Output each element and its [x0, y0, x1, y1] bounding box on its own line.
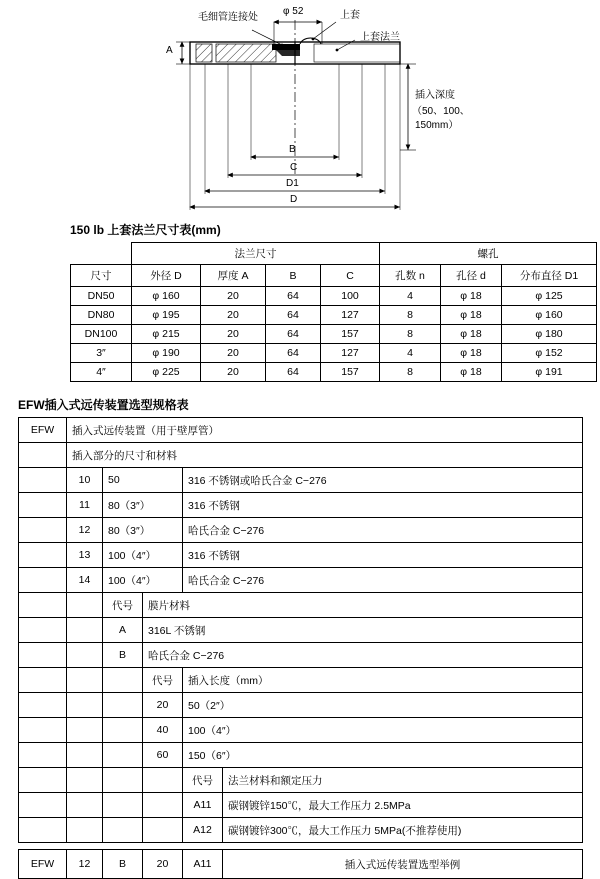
section1-row	[19, 518, 583, 543]
spacer	[103, 693, 143, 718]
spacer	[67, 818, 103, 843]
efw-model-desc: 插入式远传装置（用于壁厚管）	[67, 418, 583, 443]
cell-d: φ 18	[441, 287, 502, 306]
section4-code: A11	[183, 793, 223, 818]
col-hole-diameter: 孔径 d	[441, 265, 502, 287]
group-header-bolt-holes: 螺孔	[380, 243, 597, 265]
cell-th: 20	[201, 306, 266, 325]
flange-table-title: 150 lb 上套法兰尺寸表(mm)	[70, 223, 221, 237]
section1-header-row	[19, 443, 583, 468]
cell-th: 20	[201, 325, 266, 344]
section1-size: 100（4″）	[103, 543, 183, 568]
cell-size: 4″	[71, 363, 132, 382]
cell-c: 157	[321, 325, 380, 344]
table-column-header-row	[71, 265, 597, 287]
spacer	[19, 793, 67, 818]
spacer	[67, 768, 103, 793]
spacer	[143, 818, 183, 843]
col-b: B	[266, 265, 321, 287]
section3-header: 插入长度（mm）	[183, 668, 583, 693]
table-group-header-row	[71, 243, 597, 265]
section4-desc: 碳钢镀锌300℃，最大工作压力 5MPa(不推荐使用)	[223, 818, 583, 843]
section1-code: 11	[67, 493, 103, 518]
spacer	[19, 618, 67, 643]
cell-d: φ 18	[441, 363, 502, 382]
label-insert-depth-l2: 150mm）	[415, 120, 459, 131]
spacer	[103, 718, 143, 743]
spacer	[19, 468, 67, 493]
section3-length: 50（2″）	[183, 693, 583, 718]
section3-row	[19, 693, 583, 718]
efw-table-title: EFW插入式远传装置选型规格表	[18, 398, 189, 412]
table-row	[71, 306, 597, 325]
section3-code: 60	[143, 743, 183, 768]
cell-n: 8	[380, 325, 441, 344]
section3-row	[19, 718, 583, 743]
table-row	[19, 850, 583, 879]
section1-row	[19, 568, 583, 593]
section2-row	[19, 643, 583, 668]
example-size-code: 12	[67, 850, 103, 879]
spacer	[103, 743, 143, 768]
cell-d1: φ 152	[502, 344, 597, 363]
col-size: 尺寸	[71, 265, 132, 287]
cell-od: φ 190	[132, 344, 201, 363]
spacer	[67, 618, 103, 643]
cell-th: 20	[201, 363, 266, 382]
example-selection-row	[18, 849, 583, 879]
section1-size: 80（3″）	[103, 518, 183, 543]
section3-length: 150（6″）	[183, 743, 583, 768]
cell-n: 4	[380, 344, 441, 363]
cell-od: φ 215	[132, 325, 201, 344]
section3-code-label: 代号	[143, 668, 183, 693]
section3-code: 40	[143, 718, 183, 743]
cell-size: DN100	[71, 325, 132, 344]
spacer	[19, 543, 67, 568]
cell-d1: φ 191	[502, 363, 597, 382]
spacer	[103, 668, 143, 693]
drawing-svg	[0, 0, 600, 215]
section1-size: 50	[103, 468, 183, 493]
efw-model-code: EFW	[19, 418, 67, 443]
efw-spec-table	[18, 417, 582, 843]
cell-n: 4	[380, 287, 441, 306]
label-dim-a: A	[166, 45, 173, 56]
cell-od: φ 195	[132, 306, 201, 325]
spacer	[19, 493, 67, 518]
cell-d: φ 18	[441, 344, 502, 363]
section2-material: 哈氏合金 C−276	[143, 643, 583, 668]
label-dim-d1: D1	[286, 178, 299, 189]
section1-header: 插入部分的尺寸和材料	[67, 443, 583, 468]
section1-row	[19, 468, 583, 493]
cell-th: 20	[201, 344, 266, 363]
section3-header-row	[19, 668, 583, 693]
spacer	[19, 668, 67, 693]
label-insert-depth: 插入深度	[415, 90, 455, 101]
section1-material: 316 不锈钢	[183, 543, 583, 568]
group-header-flange-size: 法兰尺寸	[132, 243, 380, 265]
label-dim-d: D	[290, 194, 298, 205]
section4-code: A12	[183, 818, 223, 843]
table-row	[71, 325, 597, 344]
efw-model-row	[19, 418, 583, 443]
col-c: C	[321, 265, 380, 287]
cell-d: φ 18	[441, 306, 502, 325]
table-row	[71, 363, 597, 382]
section4-row	[19, 818, 583, 843]
spacer	[67, 643, 103, 668]
spacer	[19, 568, 67, 593]
section1-code: 10	[67, 468, 103, 493]
spacer	[19, 643, 67, 668]
section1-material: 316 不锈钢或哈氏合金 C−276	[183, 468, 583, 493]
section4-header-row	[19, 768, 583, 793]
cell-b: 64	[266, 363, 321, 382]
cell-d: φ 18	[441, 325, 502, 344]
cell-n: 8	[380, 306, 441, 325]
example-length-code: 20	[143, 850, 183, 879]
spacer	[67, 693, 103, 718]
spacer	[19, 518, 67, 543]
cell-c: 100	[321, 287, 380, 306]
cell-c: 157	[321, 363, 380, 382]
empty-corner	[71, 243, 132, 265]
section1-row	[19, 493, 583, 518]
cell-d1: φ 125	[502, 287, 597, 306]
section1-material: 316 不锈钢	[183, 493, 583, 518]
spacer	[67, 718, 103, 743]
label-capillary: 毛细管连接处	[198, 12, 258, 23]
label-dim-b: B	[289, 144, 296, 155]
col-hole-count: 孔数 n	[380, 265, 441, 287]
col-outer-diameter: 外径 D	[132, 265, 201, 287]
cell-c: 127	[321, 306, 380, 325]
section2-code: B	[103, 643, 143, 668]
section2-header-row	[19, 593, 583, 618]
spacer	[19, 693, 67, 718]
cell-size: DN80	[71, 306, 132, 325]
spacer	[103, 768, 143, 793]
cell-od: φ 160	[132, 287, 201, 306]
label-insert-depth-l1: （50、100、	[412, 106, 470, 117]
label-upper-sleeve-flange: 上套法兰	[360, 32, 400, 43]
section3-row	[19, 743, 583, 768]
section1-code: 14	[67, 568, 103, 593]
spacer	[19, 443, 67, 468]
spacer	[67, 743, 103, 768]
table-row	[71, 287, 597, 306]
cell-th: 20	[201, 287, 266, 306]
section4-code-label: 代号	[183, 768, 223, 793]
cell-d1: φ 160	[502, 306, 597, 325]
cell-b: 64	[266, 306, 321, 325]
section3-code: 20	[143, 693, 183, 718]
section4-desc: 碳钢镀锌150℃，最大工作压力 2.5MPa	[223, 793, 583, 818]
section1-code: 13	[67, 543, 103, 568]
table-row	[71, 344, 597, 363]
cell-b: 64	[266, 325, 321, 344]
spacer	[67, 593, 103, 618]
spacer	[103, 818, 143, 843]
spacer	[19, 718, 67, 743]
cell-b: 64	[266, 344, 321, 363]
example-description: 插入式远传装置选型举例	[223, 850, 583, 879]
section1-size: 80（3″）	[103, 493, 183, 518]
cell-size: 3″	[71, 344, 132, 363]
spacer	[19, 593, 67, 618]
efw-table	[18, 417, 583, 843]
spacer	[143, 793, 183, 818]
section2-header: 膜片材料	[143, 593, 583, 618]
section2-code-label: 代号	[103, 593, 143, 618]
cell-b: 64	[266, 287, 321, 306]
col-bolt-circle: 分布直径 D1	[502, 265, 597, 287]
spacer	[143, 768, 183, 793]
flange-dimension-table	[70, 242, 597, 382]
section1-size: 100（4″）	[103, 568, 183, 593]
technical-drawing	[0, 0, 600, 215]
col-thickness: 厚度 A	[201, 265, 266, 287]
section2-material: 316L 不锈钢	[143, 618, 583, 643]
cell-c: 127	[321, 344, 380, 363]
example-diaphragm-code: B	[103, 850, 143, 879]
spacer	[67, 668, 103, 693]
section2-code: A	[103, 618, 143, 643]
spacer	[19, 818, 67, 843]
section1-code: 12	[67, 518, 103, 543]
section1-material: 哈氏合金 C−276	[183, 568, 583, 593]
label-phi52: φ 52	[283, 6, 304, 17]
example-flange-code: A11	[183, 850, 223, 879]
spacer	[19, 743, 67, 768]
section1-material: 哈氏合金 C−276	[183, 518, 583, 543]
section4-row	[19, 793, 583, 818]
cell-n: 8	[380, 363, 441, 382]
label-dim-c: C	[290, 162, 298, 173]
cell-od: φ 225	[132, 363, 201, 382]
section4-header: 法兰材料和额定压力	[223, 768, 583, 793]
cell-d1: φ 180	[502, 325, 597, 344]
spacer	[19, 768, 67, 793]
section2-row	[19, 618, 583, 643]
example-model: EFW	[19, 850, 67, 879]
spacer	[103, 793, 143, 818]
section3-length: 100（4″）	[183, 718, 583, 743]
section1-row	[19, 543, 583, 568]
spacer	[67, 793, 103, 818]
cell-size: DN50	[71, 287, 132, 306]
label-upper-sleeve: 上套	[340, 10, 360, 21]
